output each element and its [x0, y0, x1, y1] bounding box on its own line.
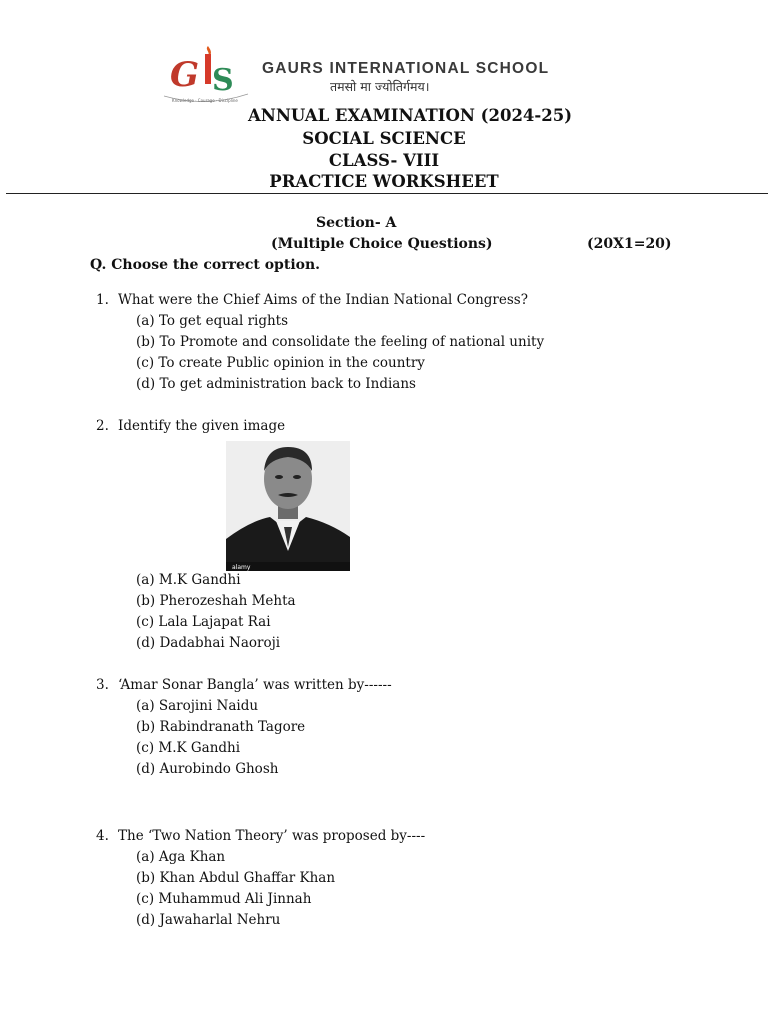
question-number: 4. [96, 828, 109, 844]
question-number: 2. [96, 418, 109, 434]
portrait-image [226, 441, 350, 571]
school-logo [160, 40, 252, 106]
worksheet-title: PRACTICE WORKSHEET [269, 172, 499, 191]
option: (a) To get equal rights [136, 313, 289, 329]
image-watermark: alamy [232, 564, 251, 571]
svg-text:G: G [170, 55, 200, 95]
section-subtitle: (Multiple Choice Questions) [271, 236, 493, 252]
question-text: ‘Amar Sonar Bangla’ was written by------ [118, 677, 392, 693]
header-divider [6, 193, 768, 194]
exam-title: ANNUAL EXAMINATION (2024-25) [247, 106, 573, 125]
page-header [0, 0, 768, 196]
school-name: GAURS INTERNATIONAL SCHOOL [262, 60, 550, 77]
option: (c) Muhammud Ali Jinnah [136, 891, 312, 907]
option: (b) Rabindranath Tagore [136, 719, 306, 735]
class-title: CLASS- VIII [328, 151, 440, 170]
portrait-photo [226, 441, 350, 571]
question-number: 3. [96, 677, 109, 693]
question-text: Identify the given image [118, 418, 286, 434]
option: (d) Dadabhai Naoroji [136, 635, 281, 651]
section-marks: (20X1=20) [587, 236, 672, 252]
svg-text:Knowledge · Courage · Discipli: Knowledge · Courage · Discipline [172, 98, 238, 103]
option: (b) Pherozeshah Mehta [136, 593, 296, 609]
option: (c) To create Public opinion in the country [136, 355, 425, 371]
question-text: The ‘Two Nation Theory’ was proposed by---- [118, 828, 426, 844]
instruction: Q. Choose the correct option. [90, 257, 321, 273]
svg-text:S: S [212, 63, 234, 98]
option: (b) To Promote and consolidate the feeling of national unity [136, 334, 545, 350]
option: (d) To get administration back to Indians [136, 376, 416, 392]
option: (c) M.K Gandhi [136, 740, 241, 756]
option: (a) Sarojini Naidu [136, 698, 259, 714]
subject-title: SOCIAL SCIENCE [302, 129, 466, 148]
option: (a) Aga Khan [136, 849, 226, 865]
section-title: Section- A [316, 215, 397, 231]
question-number: 1. [96, 292, 109, 308]
option: (d) Aurobindo Ghosh [136, 761, 279, 777]
option: (b) Khan Abdul Ghaffar Khan [136, 870, 336, 886]
question-text: What were the Chief Aims of the Indian National Congress? [118, 292, 528, 308]
option: (c) Lala Lajapat Rai [136, 614, 271, 630]
school-motto: तमसो मा ज्योतिर्गमय। [330, 79, 430, 94]
option: (a) M.K Gandhi [136, 572, 241, 588]
option: (d) Jawaharlal Nehru [136, 912, 281, 928]
